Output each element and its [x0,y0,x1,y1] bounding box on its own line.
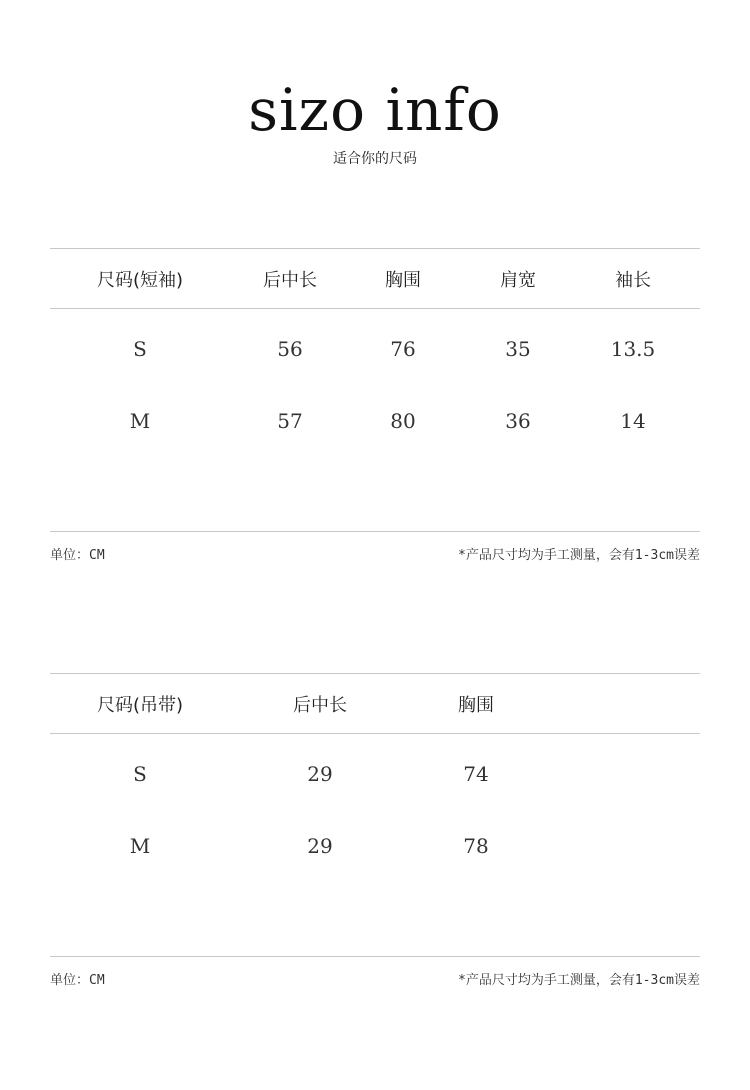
table-row [50,385,700,457]
sleeve-cell: 13.5 [610,337,656,361]
table-notes [50,544,700,563]
size-cell: S [133,762,147,786]
header-shoulder: 肩宽 [500,269,536,291]
measure-note: *产品尺寸均为手工测量，会有1-3cm误差 [458,973,700,988]
table-header-row [50,249,700,308]
size-cell: M [129,834,151,858]
chest-cell: 74 [463,762,489,786]
table-row [50,738,700,810]
sleeve-cell: 14 [620,409,646,433]
table-bottom-divider [50,531,700,532]
table-bottom-divider [50,956,700,957]
header-size: 尺码(短袖) [96,269,184,291]
chest-cell: 80 [390,409,416,433]
table-header-divider [50,308,700,309]
size-table-camisole [50,673,700,988]
header-back-length: 后中长 [293,694,347,716]
page-subtitle: 适合你的尺码 [333,151,417,167]
table-header-row [50,674,700,733]
measure-note: *产品尺寸均为手工测量，会有1-3cm误差 [458,548,700,563]
size-cell: M [129,409,151,433]
table-notes [50,969,700,988]
header-chest: 胸围 [385,269,421,291]
unit-note: 单位：CM [50,548,105,563]
size-table-short-sleeve [50,248,700,563]
shoulder-cell: 36 [505,409,531,433]
page-header [0,78,750,168]
back-length-cell: 57 [277,409,303,433]
back-length-cell: 29 [307,762,333,786]
chest-cell: 76 [390,337,416,361]
table-row [50,313,700,385]
table-row [50,810,700,882]
chest-cell: 78 [463,834,489,858]
header-chest: 胸围 [458,694,494,716]
header-size: 尺码(吊带) [96,694,184,716]
header-sleeve: 袖长 [615,269,651,291]
shoulder-cell: 35 [505,337,531,361]
back-length-cell: 29 [307,834,333,858]
size-cell: S [133,337,147,361]
page-title: sizo info [248,76,502,144]
back-length-cell: 56 [277,337,303,361]
table-header-divider [50,733,700,734]
header-back-length: 后中长 [263,269,317,291]
unit-note: 单位：CM [50,973,105,988]
